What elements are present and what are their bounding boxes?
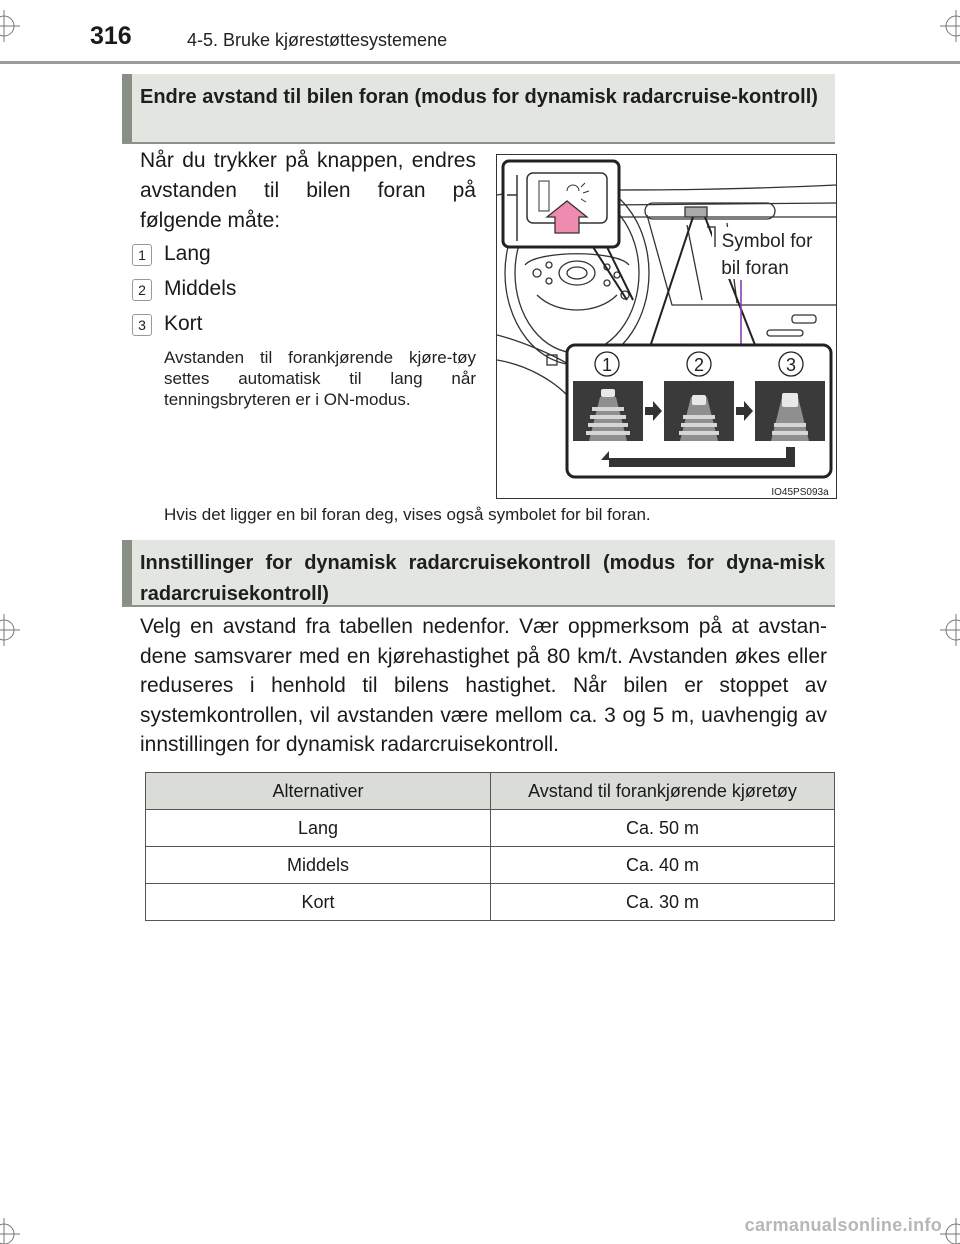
table-row — [146, 810, 835, 847]
note-vehicle-ahead-symbol: Hvis det ligger en bil foran deg, vises også symbolet for bil foran. — [164, 505, 651, 524]
table-header-options: Alternativer — [146, 773, 491, 810]
callout-label-line1: Symbol for — [721, 231, 813, 252]
section-heading-text: Innstillinger for dynamisk radarcruisekontroll (modus for dyna-misk radarcruisekontroll) — [140, 552, 825, 605]
section-heading-bar — [122, 74, 132, 142]
table-header-distance: Avstand til forankjørende kjøretøy — [491, 773, 835, 810]
table-cell-option: Lang — [146, 810, 491, 847]
option-label: Lang — [164, 242, 211, 265]
section-heading-text: Endre avstand til bilen foran (modus for dynamisk radarcruise-kontroll) — [140, 86, 818, 108]
running-section-title: 4-5. Bruke kjørestøttesystemene — [187, 30, 448, 50]
distance-screen-short — [755, 381, 825, 441]
table-cell-option: Middels — [146, 847, 491, 884]
table-header-row — [146, 773, 835, 810]
section-heading-settings — [122, 540, 835, 607]
table-cell-option: Kort — [146, 884, 491, 921]
watermark: carmanualsonline.info — [744, 1215, 942, 1235]
section-heading-distance — [122, 74, 835, 144]
distance-table — [145, 772, 835, 921]
step-number-3: 3 — [785, 355, 797, 375]
note-default-distance: Avstanden til forankjørende kjøre-tøy settes automatisk til lang når tenningsbryteren er i ON-modus. — [164, 348, 476, 409]
table-cell-distance: Ca. 40 m — [491, 847, 835, 884]
callout-label-line2: bil foran — [721, 258, 789, 279]
distance-switch-illustration — [496, 154, 837, 499]
table-cell-distance: Ca. 50 m — [491, 810, 835, 847]
option-label: Middels — [164, 277, 237, 300]
option-number: 2 — [132, 279, 152, 301]
option-number: 3 — [132, 314, 152, 336]
table-cell-distance: Ca. 30 m — [491, 884, 835, 921]
distance-screen-medium — [664, 381, 734, 441]
intro-paragraph: Når du trykker på knappen, endres avstanden til bilen foran på følgende måte: — [140, 149, 476, 232]
settings-paragraph: Velg en avstand fra tabellen nedenfor. Vær oppmerksom på at avstan-dene samsvarer med en kjørehastighet på 80 km/t. Avstanden økes eller reduseres i henhold til bilens hastighet. Når bilen er stoppet av systemkontrollen, vil avstanden være mellom ca. 3 og 5 m, uavhengig av innstillingen for dynamisk radarcruisekontroll. — [140, 615, 827, 756]
page-number: 316 — [90, 22, 132, 50]
table-row — [146, 884, 835, 921]
distance-screen-long — [573, 381, 643, 441]
step-number-1: 1 — [601, 355, 613, 375]
table-row — [146, 847, 835, 884]
header-divider — [0, 61, 960, 64]
dashboard-drawing — [497, 155, 836, 498]
option-label: Kort — [164, 312, 203, 335]
option-number: 1 — [132, 244, 152, 266]
step-number-2: 2 — [693, 355, 705, 375]
figure-code: IO45PS093a — [771, 487, 829, 498]
section-heading-bar — [122, 540, 132, 605]
